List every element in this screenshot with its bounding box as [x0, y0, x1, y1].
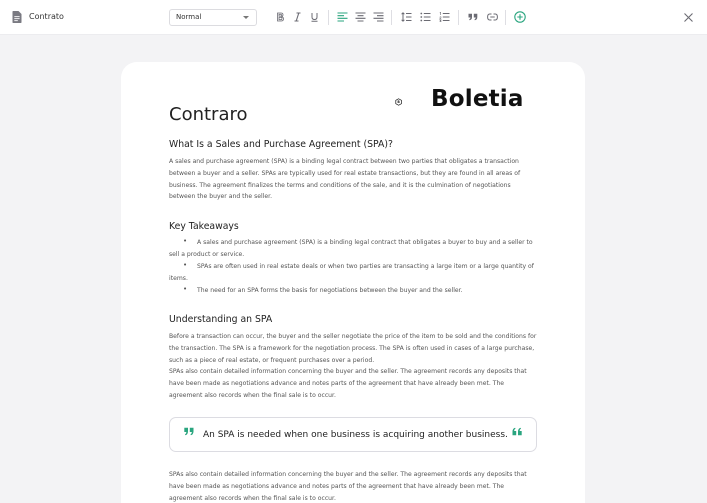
list-item[interactable]: The need for an SPA forms the basis for negotiations between the buyer and the seller.	[197, 287, 463, 294]
numbered-list-icon	[439, 12, 450, 22]
bullet-list-icon	[420, 12, 431, 22]
align-left-button[interactable]	[335, 10, 349, 24]
paragraph[interactable]: Before a transaction can occur, the buyer and the seller negotiate the price of the item to be sold and the conditions for the transaction. The SPA is a framework for the negotiation process. The SPA is often used in cases of a large purchase, such as a piece of real estate, or frequent purchases over a period.	[169, 333, 537, 364]
quote-open-icon	[184, 427, 194, 436]
link-icon	[487, 13, 498, 21]
document-title[interactable]: Contraro	[169, 104, 248, 125]
toolbar-divider	[505, 10, 506, 25]
svg-text:B: B	[397, 100, 400, 105]
paragraph[interactable]: A sales and purchase agreement (SPA) is a binding legal contract between two parties that obligates a transaction between a buyer and a seller. SPAs are typically used for real estate transactions, but they are found in all areas of business. The agreement finalizes the terms and conditions of the sale, and it is the culmination of negotiations between the buyer and the seller.	[169, 158, 521, 201]
paragraph-style-value: Normal	[176, 13, 202, 21]
align-right-icon	[373, 12, 384, 22]
line-spacing-button[interactable]	[399, 10, 413, 24]
document-name[interactable]: Contrato	[29, 12, 64, 21]
pull-quote[interactable]	[169, 417, 537, 452]
bold-icon	[276, 12, 285, 22]
editor-toolbar	[0, 0, 707, 35]
quote-close-icon	[512, 427, 522, 436]
section-heading[interactable]: What Is a Sales and Purchase Agreement (SPA)?	[169, 139, 393, 150]
underline-icon	[310, 12, 319, 22]
list-item[interactable]: SPAs are often used in real estate deals or when two parties are transacting a large item or a large quantity of items.	[169, 263, 534, 282]
paragraph-style-select[interactable]	[169, 9, 257, 26]
bold-button[interactable]	[273, 10, 287, 24]
blockquote-button[interactable]	[466, 10, 480, 24]
toolbar-divider	[458, 10, 459, 25]
toolbar-divider	[391, 10, 392, 25]
toolbar-divider	[328, 10, 329, 25]
insert-link-button[interactable]	[485, 10, 499, 24]
bullet-list-button[interactable]	[418, 10, 432, 24]
plus-circle-icon	[514, 11, 526, 23]
italic-button[interactable]	[290, 10, 304, 24]
quote-text: An SPA is needed when one business is acquiring another business.	[203, 430, 508, 440]
paragraph[interactable]: SPAs also contain detailed information concerning the buyer and the seller. The agreement records any deposits that have been made as negotiations advance and notes parts of the agreement that have already been met. The agreement also records when the final sale is to occur.	[169, 368, 527, 399]
underline-button[interactable]	[307, 10, 321, 24]
bullet-marker: •	[183, 261, 188, 269]
list-item[interactable]: A sales and purchase agreement (SPA) is a binding legal contract that obligates a buyer to buy and a seller to sell a product or service.	[169, 239, 533, 258]
align-right-button[interactable]	[371, 10, 385, 24]
align-center-button[interactable]	[353, 10, 367, 24]
company-logo: Boletia	[431, 86, 524, 112]
paragraph[interactable]: SPAs also contain detailed information concerning the buyer and the seller. The agreement records any deposits that have been made as negotiations advance and notes parts of the agreement that have already been met. The agreement also records when the final sale is to occur.	[169, 471, 527, 502]
section-heading[interactable]: Key Takeaways	[169, 221, 239, 232]
line-spacing-icon	[401, 12, 412, 22]
align-center-icon	[355, 12, 366, 22]
document-icon	[12, 11, 22, 23]
close-icon[interactable]	[683, 12, 694, 23]
italic-icon	[293, 12, 302, 22]
bullet-marker: •	[183, 237, 188, 245]
section-heading[interactable]: Understanding an SPA	[169, 314, 273, 325]
numbered-list-button[interactable]	[437, 10, 451, 24]
bullet-marker: •	[183, 285, 188, 293]
chevron-down-icon	[243, 16, 249, 19]
insert-block-button[interactable]	[513, 10, 527, 24]
align-left-icon	[337, 12, 348, 22]
boletia-logo-mark	[395, 86, 427, 118]
quote-icon	[468, 13, 478, 21]
